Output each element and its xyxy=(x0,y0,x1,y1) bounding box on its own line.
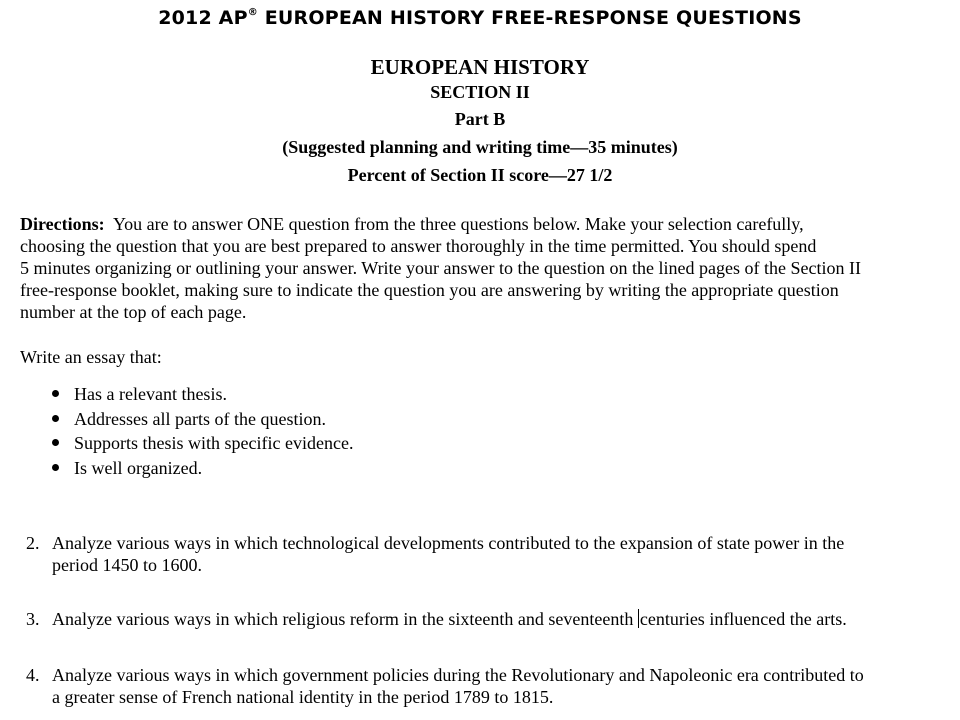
header-title-end: EUROPEAN HISTORY FREE-RESPONSE QUESTIONS xyxy=(257,7,802,29)
question-line: Analyze various ways in which government policies during the Revolutionary and Napoleonic era contributed to xyxy=(52,665,864,685)
directions-paragraph xyxy=(20,213,940,323)
criteria-item xyxy=(50,382,353,407)
question-text[interactable] xyxy=(52,608,847,630)
question-line: a greater sense of French national identity in the period 1789 to 1815. xyxy=(52,687,554,707)
directions-label: Directions: xyxy=(20,214,105,234)
criteria-item xyxy=(50,407,353,432)
question-2 xyxy=(26,532,844,576)
question-line: Analyze various ways in which technological developments contributed to the expansion of state power in the xyxy=(52,533,845,553)
directions-line: number at the top of each page. xyxy=(20,302,247,322)
part-title: Part B xyxy=(454,109,506,129)
criteria-item xyxy=(50,431,353,456)
bullet-icon xyxy=(52,415,59,422)
question-text xyxy=(52,532,844,576)
criteria-text: Is well organized. xyxy=(74,457,203,478)
question-number: 4. xyxy=(26,665,40,685)
page-header xyxy=(0,7,960,29)
bullet-icon xyxy=(52,390,59,397)
header-title-start: 2012 AP xyxy=(158,7,248,29)
directions-line xyxy=(20,213,940,235)
criteria-text: Addresses all parts of the question. xyxy=(74,408,326,429)
question-3 xyxy=(26,608,847,630)
text-cursor-icon xyxy=(638,609,639,628)
question-text-before-cursor: Analyze various ways in which religious reform in the sixteenth and seventeenth xyxy=(52,609,638,629)
registered-mark: ® xyxy=(247,7,258,18)
question-number: 2. xyxy=(26,533,40,553)
essay-intro: Write an essay that: xyxy=(20,347,162,367)
question-4 xyxy=(26,664,864,708)
essay-criteria-list xyxy=(50,382,353,480)
directions-line: 5 minutes organizing or outlining your answer. Write your answer to the question on the lined pages of the Section II xyxy=(20,258,861,278)
bullet-icon xyxy=(52,464,59,471)
score-percent: Percent of Section II score—27 1/2 xyxy=(347,165,613,185)
directions-line: choosing the question that you are best prepared to answer thoroughly in the time permitted. You should spend xyxy=(20,236,817,256)
directions-text: You are to answer ONE question from the three questions below. Make your selection carefully, xyxy=(104,214,804,234)
question-text-after-cursor: centuries influenced the arts. xyxy=(639,609,847,629)
bullet-icon xyxy=(52,439,59,446)
suggested-time: (Suggested planning and writing time—35 minutes) xyxy=(282,137,678,157)
directions-line: free-response booklet, making sure to indicate the question you are answering by writing the appropriate question xyxy=(20,280,839,300)
question-line: period 1450 to 1600. xyxy=(52,555,202,575)
criteria-text: Supports thesis with specific evidence. xyxy=(74,433,354,453)
question-line xyxy=(52,608,847,630)
criteria-text: Has a relevant thesis. xyxy=(74,384,227,404)
question-number: 3. xyxy=(26,609,40,629)
section-heading xyxy=(0,55,960,189)
subject-title: EUROPEAN HISTORY xyxy=(370,55,590,79)
question-text xyxy=(52,664,864,708)
section-title: SECTION II xyxy=(430,82,530,102)
criteria-item xyxy=(50,456,353,481)
